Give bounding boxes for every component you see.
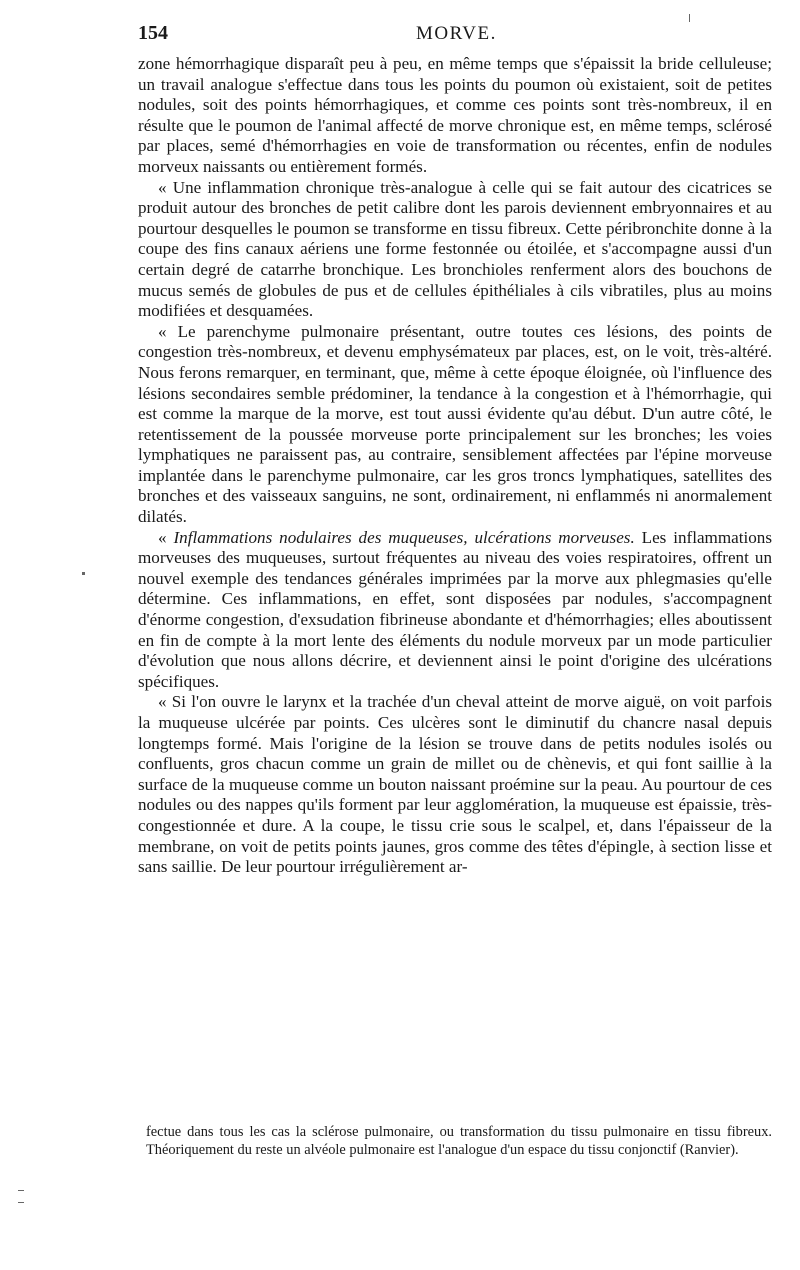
running-head: [138, 22, 772, 48]
section-text: Les inflammations morveuses des muqueuses, surtout fréquentes au niveau des voies respiratoires, offrent un nouvel exemple des tendances générales imprimées par la morve aux phlegmasies qu'elle détermine. Ces inflammations, en effet, sont disposées par nodules, s'accompagnent d'énorme congestion, d'exsudation fibrineuse abondante et d'hémorrhagies; elles aboutissent en fin de compte à la mort lente des éléments du nodule morveux par un mode particulier d'évolution que nous allons décrire, et deviennent ainsi le point d'origine des ulcérations spécifiques.: [138, 527, 772, 691]
body-text: [138, 54, 772, 878]
section-heading: Inflammations nodulaires des muqueuses, ulcérations morveuses.: [173, 527, 635, 547]
paragraph-2: « Une inflammation chronique très-analogue à celle qui se fait autour des cicatrices se produit autour des bronches de petit calibre dont les parois deviennent embryonnaires et au pourtour desquelles le poumon se transforme en tissu fibreux. Cette péribronchite donne à la coupe des fins canaux aériens une forme festonnée ou étoilée, et s'accompagne aussi d'un certain degré de catarrhe bronchique. Les bronchioles renferment alors des bouchons de mucus semés de globules de pus et de cellules épithéliales à cils vibratiles, plus au moins modifiées et desquamées.: [138, 177, 772, 321]
quote-mark: «: [158, 527, 174, 547]
paragraph-3: « Le parenchyme pulmonaire présentant, outre toutes ces lésions, des points de congestion très-nombreux, et devenu emphysémateux par places, est, on le voit, très-altéré. Nous ferons remarquer, en terminant, que, même à cette époque éloignée, où l'influence des lésions secondaires semble prédominer, la tendance à la congestion et à l'hémorrhagie, qui est comme la marque de la morve, est tout aussi évidente qu'au début. D'un autre côté, le retentissement de la poussée morveuse porte principalement sur les bronches; les voies lymphatiques ne paraissent pas, au contraire, sensiblement affectées par l'épine morveuse implantée dans le parenchyme pulmonaire, car les gros troncs lymphatiques, satellites des bronches et des vaisseaux sanguins, ne sont, ordinairement, ni enflammés ni anormalement dilatés.: [138, 321, 772, 527]
page-number: 154: [138, 22, 168, 44]
margin-mark: [18, 1202, 24, 1203]
margin-mark: [18, 1190, 24, 1191]
paragraph-section: [138, 528, 772, 693]
margin-mark: [82, 572, 85, 575]
margin-mark: [689, 14, 690, 22]
footnote: [146, 1124, 772, 1160]
running-title: MORVE.: [416, 23, 497, 44]
paragraph-4: « Si l'on ouvre le larynx et la trachée d'un cheval atteint de morve aiguë, on voit parfois la muqueuse ulcérée par points. Ces ulcères sont le diminutif du chancre nasal depuis longtemps formé. Mais l'origine de la lésion se trouve dans de petits nodules isolés ou confluents, gros chacun comme un grain de millet ou de chènevis, et qui font saillie à la surface de la muqueuse comme un bouton naissant proémine sur la peau. Au pourtour de ces nodules ou des nappes qu'ils forment par leur agglomération, la muqueuse est épaissie, très-congestionnée et dure. A la coupe, le tissu crie sous le scalpel, et, dans l'épaisseur de la membrane, on voit de petits points jaunes, gros comme des têtes d'épingle, à section lisse et sans saillie. De leur pourtour irrégulièrement ar-: [138, 692, 772, 877]
footnote-text: fectue dans tous les cas la sclérose pulmonaire, ou transformation du tissu pulmonaire en tissu fibreux. Théoriquement du reste un alvéole pulmonaire est l'analogue d'un espace du tissu conjonctif (Ranvier).: [146, 1124, 772, 1158]
paragraph-1: zone hémorrhagique disparaît peu à peu, en même temps que s'épaissit la bride celluleuse; un travail analogue s'effectue dans tous les points du poumon où existaient, soit de petites nodules, soit des points hémorrhagiques, et comme ces points sont très-nombreux, il en résulte que le poumon de l'animal affecté de morve chronique est, en même temps, sclérosé par places, semé d'hémorrhagies en voie de transformation ou récentes, enfin de nodules morveux naissants ou entièrement formés.: [138, 54, 772, 176]
